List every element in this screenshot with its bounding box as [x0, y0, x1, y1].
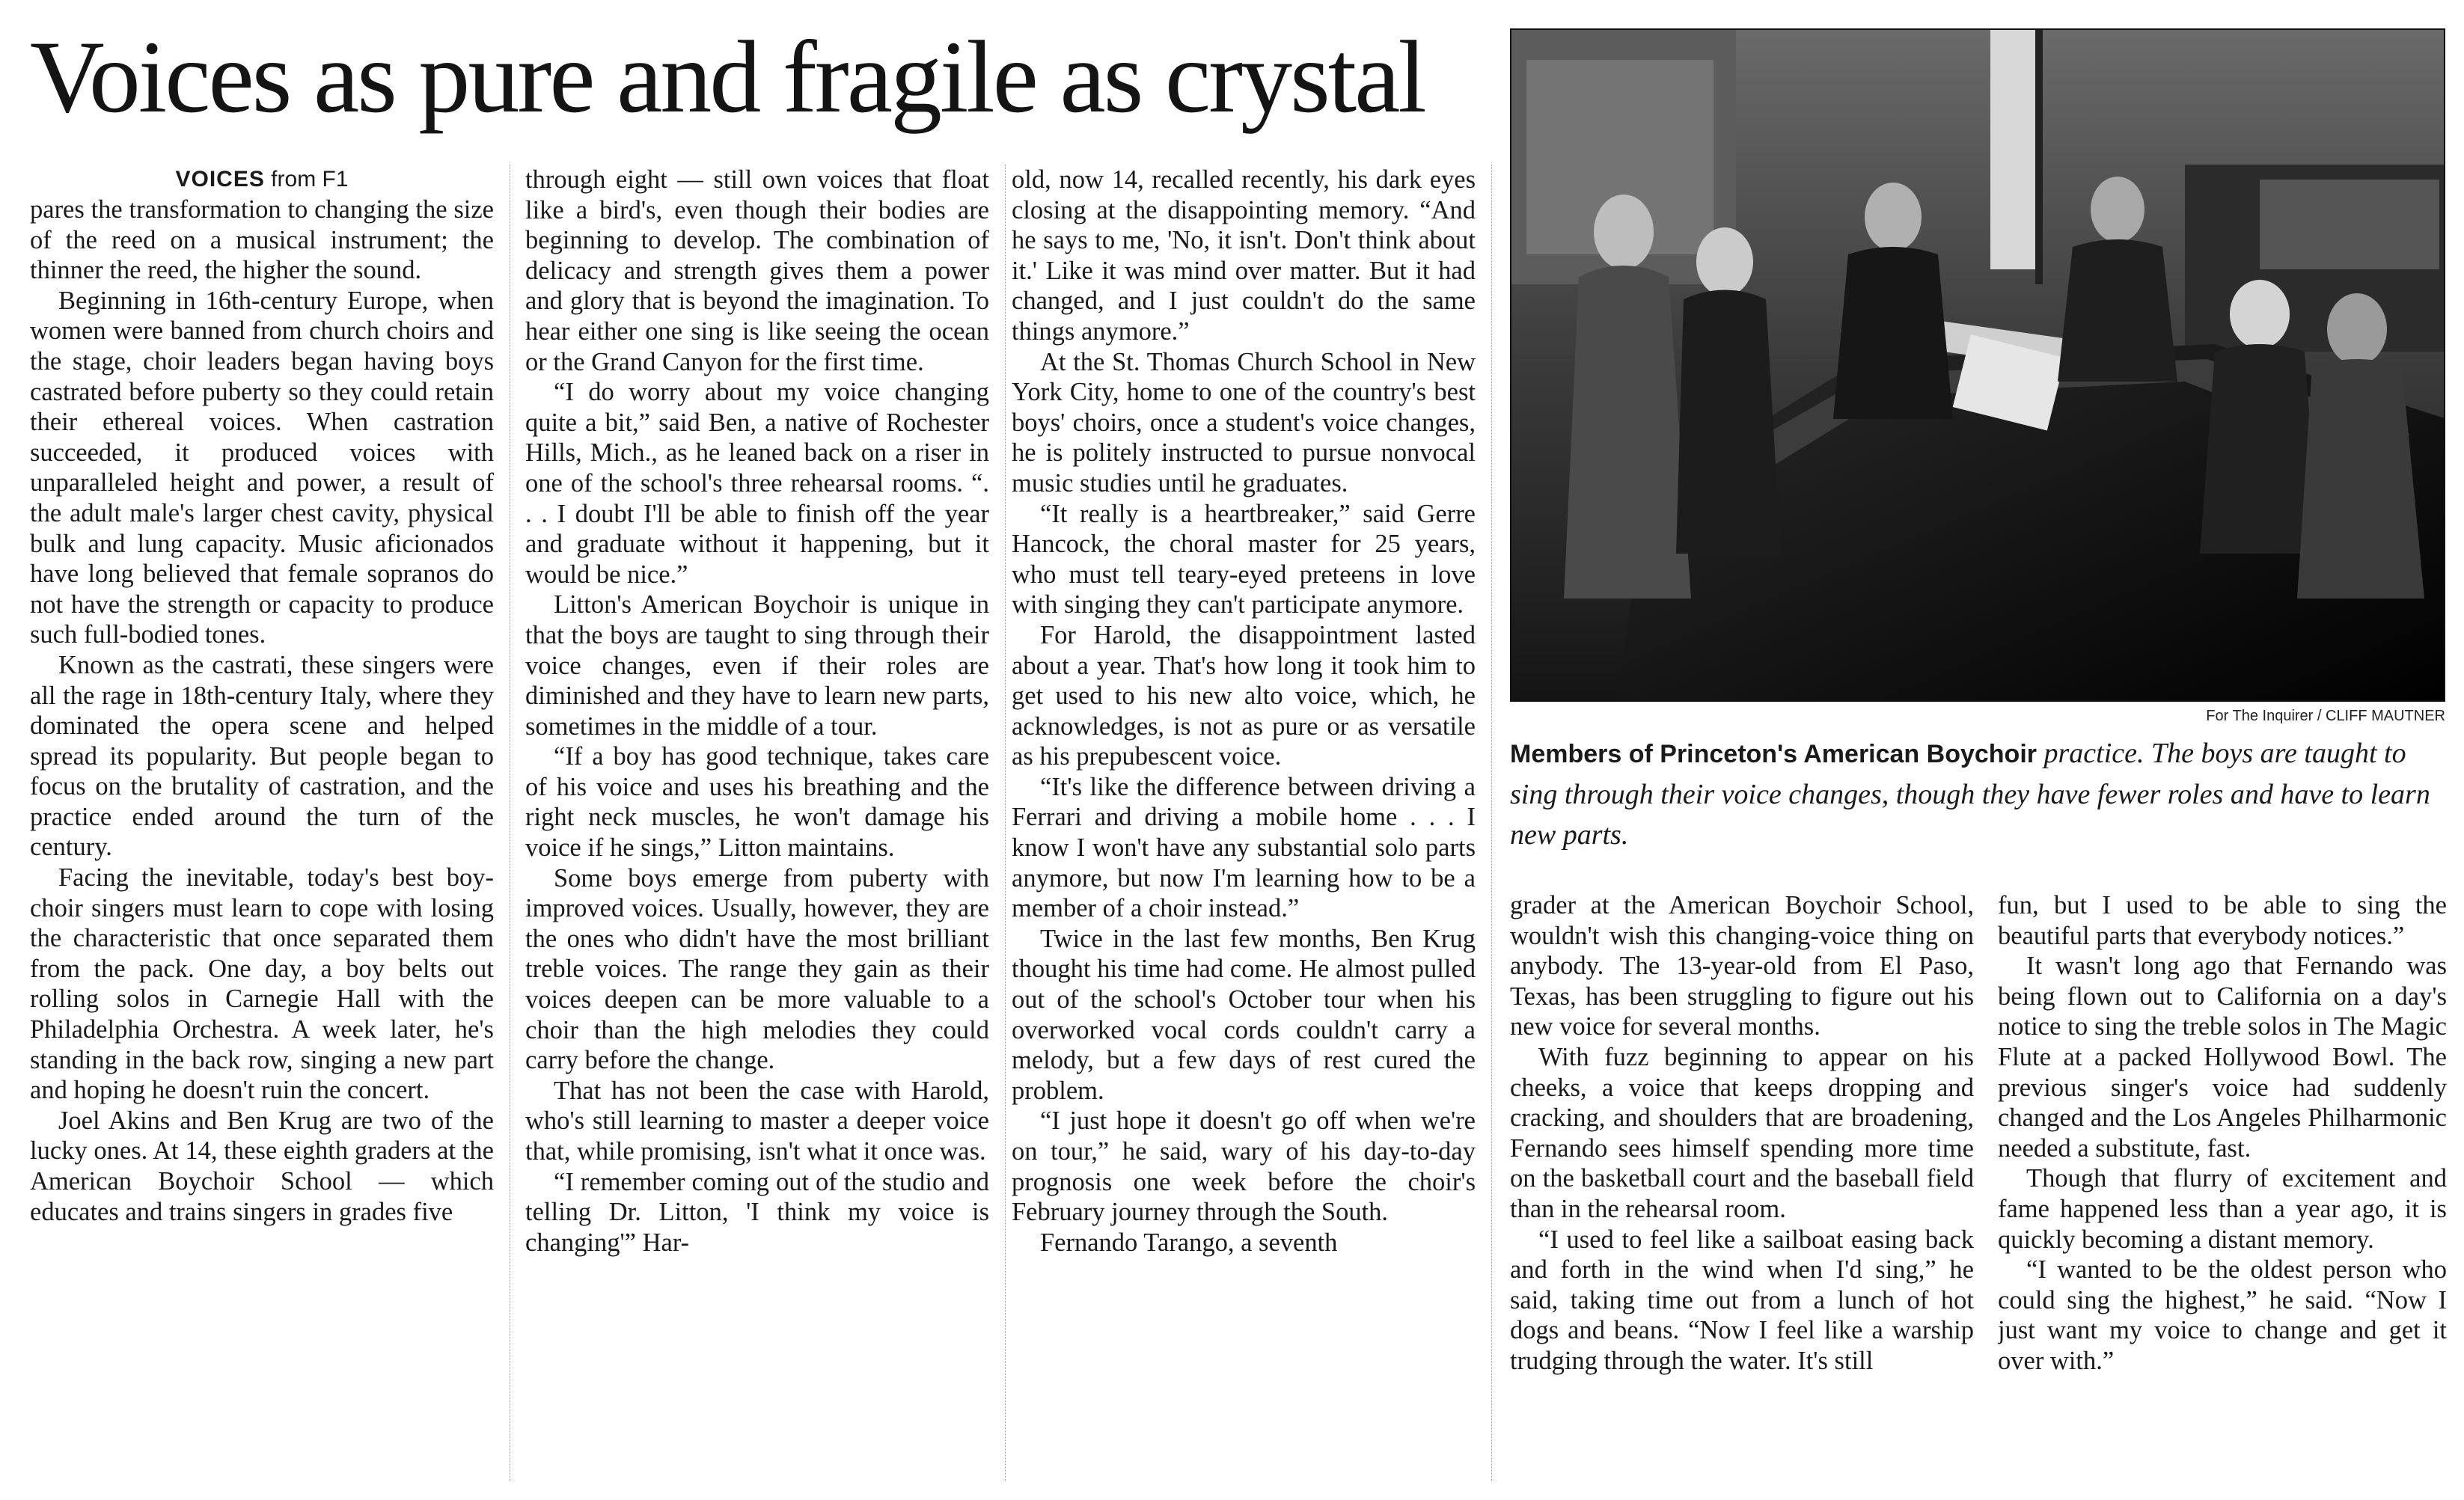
paragraph: grader at the American Boychoir School, wouldn't wish this changing-voice thing on anybody. The 13-year-old from El Paso, Texas, has been struggling to figure out his new voice for several months. [1510, 891, 1974, 1041]
article-column-5 [1998, 890, 2447, 1474]
choir-photo [1510, 28, 2445, 702]
paragraph: It wasn't long ago that Fernando was being flown out to California on a day's notice to sing the treble solos in The Magic Flute at a packed Hollywood Bowl. The previous singer's voice had suddenly changed and the Los Angeles Philharmonic needed a substitute, fast. [1998, 952, 2447, 1163]
paragraph: With fuzz beginning to appear on his cheeks, a voice that keeps dropping and cracking, and shoulders that are broadening, Fernando sees himself spending more time on the basketball court and the baseball field than in the rehearsal room. [1510, 1042, 1974, 1223]
paragraph: Twice in the last few months, Ben Krug thought his time had come. He almost pulled out of the school's October tour when his overworked vocal cords couldn't carry a melody, but a few days of rest cured the problem. [1012, 924, 1476, 1105]
column-rule [1491, 165, 1492, 1481]
paragraph: Litton's American Boychoir is unique in that the boys are taught to sing through their voice changes, even if their roles are diminished and they have to learn new parts, sometimes in the middle of a tour. [525, 590, 989, 741]
article-column-2 [525, 165, 989, 1481]
column-rule [1005, 165, 1006, 1481]
headline: Voices as pure and fragile as crystal [30, 19, 1425, 134]
paragraph: Fernando Tarango, a seventh [1040, 1228, 1338, 1257]
photo-caption [1510, 733, 2445, 855]
jump-word: VOICES [175, 167, 265, 192]
paragraph: Joel Akins and Ben Krug are two of the lucky ones. At 14, these eighth graders at the American Boychoir School — which educates and trains singers in grades five [30, 1106, 494, 1226]
jump-rest: from F1 [264, 167, 349, 192]
jump-line [30, 165, 494, 195]
paragraph: “It's like the difference between driving a Ferrari and driving a mobile home . . . I know I won't have any substantial solo parts anymore, but now I'm learning how to be a member of a choir instead.” [1012, 772, 1476, 923]
paragraph: Though that flurry of excitement and fame happened less than a year ago, it is quickly becoming a distant memory. [1998, 1164, 2447, 1254]
paragraph: “It really is a heartbreaker,” said Gerre Hancock, the choral master for 25 years, who must tell teary-eyed preteens in love with singing they can't participate anymore. [1012, 499, 1476, 619]
paragraph: “If a boy has good technique, takes care of his voice and uses his breathing and the right neck muscles, he won't damage his voice if he sings,” Litton maintains. [525, 742, 989, 863]
paragraph: Some boys emerge from puberty with improved voices. Usually, however, they are the ones who didn't have the most brilliant treble voices. The range they gain as their voices deepen can be more valuable to a choir than the high melodies they could carry before the change. [525, 863, 989, 1075]
paragraph: “I remember coming out of the studio and telling Dr. Litton, 'I think my voice is changing'” Har- [525, 1167, 989, 1257]
article-column-1 [30, 165, 494, 1481]
paragraph: Beginning in 16th-century Europe, when women were banned from church choirs and the stage, choir leaders began having boys castrated before puberty so they could retain their ethereal voices. When castration succeeded, it produced voices with unparalleled height and power, a result of the adult male's larger chest cavity, physical bulk and lung capacity. Music aficionados have long believed that female sopranos do not have the strength or capacity to produce such full-bodied tones. [30, 286, 494, 649]
article-column-3 [1012, 165, 1476, 1481]
caption-rest: practice. The boys are taught to sing through their voice changes, though they have fewer roles and have to learn new parts. [1510, 738, 2430, 851]
paragraph: Known as the castrati, these singers were all the rage in 18th-century Italy, where they dominated the opera scene and helped spread its popularity. But people began to focus on the brutality of castration, and the practice ended around the turn of the century. [30, 650, 494, 862]
choir-photo-image [1511, 30, 2445, 702]
caption-lead: Members of Princeton's American Boychoir [1510, 740, 2037, 768]
paragraph: “I just hope it doesn't go off when we're on tour,” he said, wary of his day-to-day prognosis one week before the choir's February journey through the South. [1012, 1106, 1476, 1227]
paragraph: Facing the inevitable, today's best boy-choir singers must learn to cope with losing the characteristic that once separated them from the pack. One day, a boy belts out rolling solos in Carnegie Hall with the Philadelphia Orchestra. A week later, he's standing in the back row, singing a new part and hoping he doesn't ruin the concert. [30, 863, 494, 1105]
paragraph: fun, but I used to be able to sing the beautiful parts that everybody notices.” [1998, 891, 2447, 950]
paragraph: “I wanted to be the oldest person who could sing the highest,” he said. “Now I just want my voice to change and get it over with.” [1998, 1255, 2447, 1375]
article-column-4 [1510, 890, 1974, 1474]
photo-credit: For The Inquirer / CLIFF MAUTNER [2206, 708, 2445, 724]
paragraph: old, now 14, recalled recently, his dark eyes closing at the disappointing memory. “And he says to me, 'No, it isn't. Don't think about it.' Like it was mind over matter. But it had changed, and I just couldn't do the same things anymore.” [1012, 165, 1476, 346]
paragraph: pares the transformation to changing the size of the reed on a musical instrument; the thinner the reed, the higher the sound. [30, 195, 494, 285]
paragraph: At the St. Thomas Church School in New York City, home to one of the country's best boys' choirs, once a student's voice changes, he is politely instructed to pursue nonvocal music studies until he graduates. [1012, 347, 1476, 498]
paragraph: “I do worry about my voice changing quite a bit,” said Ben, a native of Rochester Hills, Mich., as he leaned back on a riser in one of the school's three rehearsal rooms. “. . . I doubt I'll be able to finish off the year and graduate without it happening, but it would be nice.” [525, 378, 989, 589]
paragraph: For Harold, the disappointment lasted about a year. That's how long it took him to get used to his new alto voice, which, he acknowledges, is not as pure or as versatile as his prepubescent voice. [1012, 620, 1476, 771]
paragraph: That has not been the case with Harold, who's still learning to master a deeper voice that, while promising, isn't what it once was. [525, 1076, 989, 1166]
paragraph: through eight — still own voices that float like a bird's, even though their bodies are beginning to develop. The combination of delicacy and strength gives them a power and glory that is beyond the imagination. To hear either one sing is like seeing the ocean or the Grand Canyon for the first time. [525, 165, 989, 376]
paragraph: “I used to feel like a sailboat easing back and forth in the wind when I'd sing,” he said, taking time out from a lunch of hot dogs and beans. “Now I feel like a warship trudging through the water. It's still [1510, 1225, 1974, 1375]
